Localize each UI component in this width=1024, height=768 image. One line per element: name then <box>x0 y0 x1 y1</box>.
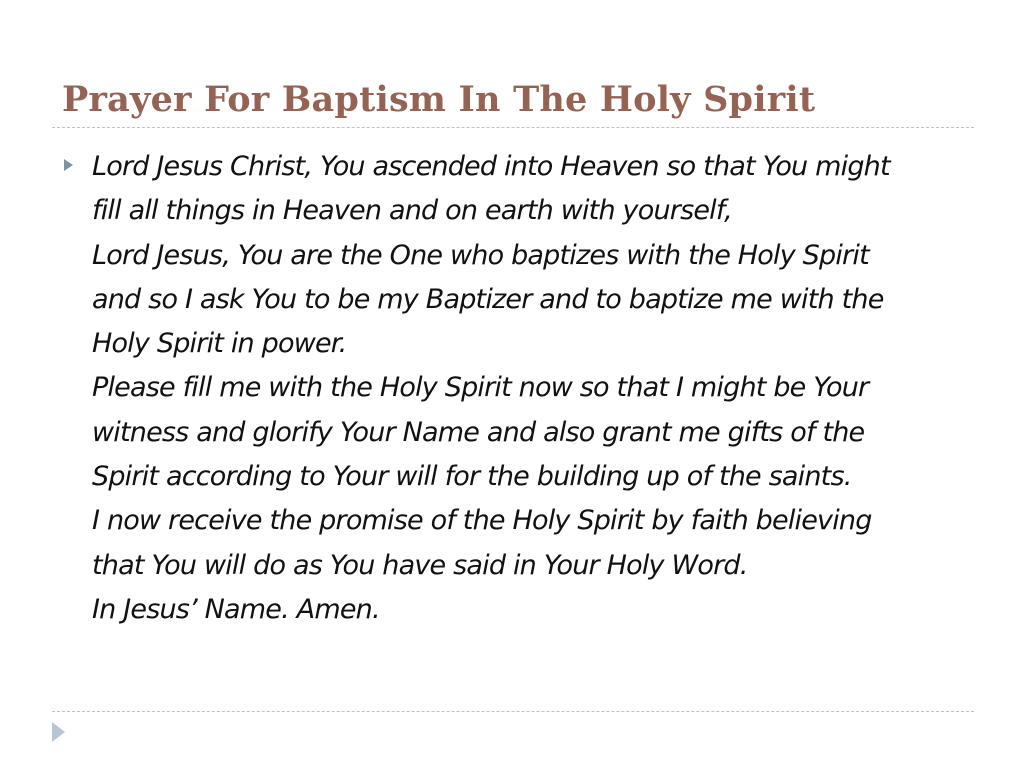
prayer-line: In Jesus’ Name. Amen. <box>92 593 380 625</box>
prayer-line: Holy Spirit in power. <box>92 328 347 360</box>
prayer-line: Lord Jesus Christ, You ascended into Heaven so that You might <box>92 151 890 182</box>
title-divider <box>52 127 974 128</box>
prayer-line: I now receive the promise of the Holy Spirit by faith believing <box>92 505 872 537</box>
prayer-line: and so I ask You to be my Baptizer and to baptize me with the <box>92 283 884 315</box>
prayer-text <box>92 145 992 632</box>
prayer-line: fill all things in Heaven and on earth with yourself, <box>92 195 732 227</box>
prayer-line: Spirit according to Your will for the building up of the saints. <box>92 461 852 493</box>
prayer-line: witness and glorify Your Name and also grant me gifts of the <box>92 416 865 448</box>
prayer-line: Lord Jesus, You are the One who baptizes with the Holy Spirit <box>92 239 869 271</box>
prayer-line: that You will do as You have said in Your Holy Word. <box>92 549 748 581</box>
triangle-nav-icon <box>52 722 65 742</box>
prayer-line: Please fill me with the Holy Spirit now so that I might be Your <box>92 372 869 404</box>
slide-title: Prayer For Baptism In The Holy Spirit <box>62 79 816 120</box>
triangle-bullet-icon <box>64 159 73 171</box>
footer-divider <box>52 711 974 712</box>
